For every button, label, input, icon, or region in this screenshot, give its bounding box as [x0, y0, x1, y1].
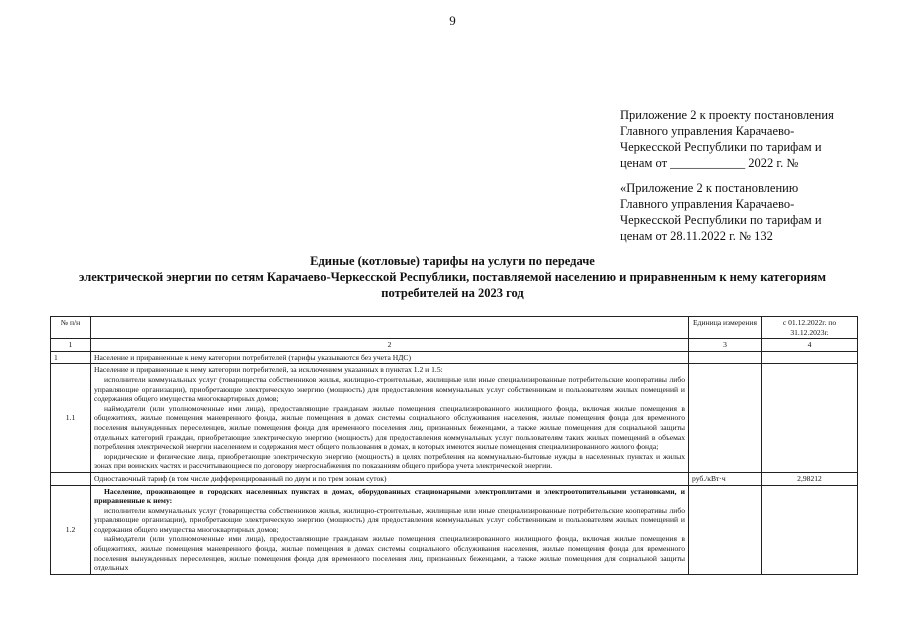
col-number: 4 [762, 339, 858, 352]
row-paragraph: Население и приравненные к нему категории потребителей, за исключением указанных в пунктах 1.2 и 1.5: [94, 365, 443, 375]
header-num: № п/н [51, 317, 91, 339]
appendix-ref-line: «Приложение 2 к постановлению [620, 181, 799, 195]
table-row [51, 472, 858, 485]
row-text [91, 485, 689, 574]
row-num: 1 [51, 351, 91, 364]
row-unit [689, 351, 762, 364]
appendix-draft-line: Приложение 2 к проекту постановления [620, 108, 834, 122]
title-line: электрической энергии по сетям Карачаево-Черкесской Республики, поставляемой населению и приравненным к нему категориям [79, 270, 826, 284]
row-value [762, 351, 858, 364]
row-paragraph: юридические и физические лица, приобретающие электрическую энергию (мощность) в целях потребления на коммунально-бытовые нужды в населенных пунктах и жилых зонах при воинских частях и рассчитывающиеся по договору энергоснабжения по показаниям общего прибора учета электрической энергии. [94, 451, 685, 471]
tariff-table [50, 316, 858, 575]
row-value [762, 364, 858, 473]
appendix-draft-line: ценам от ____________ 2022 г. № [620, 156, 799, 170]
tariff-value: 2,98212 [762, 472, 858, 485]
row-paragraph: исполнители коммунальных услуг (товарищества собственников жилья, жилищно-строительные, жилищные или иные специализированные потребительские кооперативы либо управляющие организации), приобретающие электрическую энергию (мощность) для предоставления коммунальных услуг собственникам и пользователям жилых помещений и содержания общего имущества многоквартирных домов; [94, 374, 685, 404]
appendix-draft-line: Главного управления Карачаево- [620, 124, 795, 138]
header-period: с 01.12.2022г. по 31.12.2023г. [762, 317, 858, 339]
table-row [51, 364, 858, 473]
row-num [51, 472, 91, 485]
table-row [51, 485, 858, 574]
appendix-ref-line: ценам от 28.11.2022 г. № 132 [620, 229, 773, 243]
header-unit: Единица измерения [689, 317, 762, 339]
row-paragraph: наймодатели (или уполномоченные ими лица), предоставляющие гражданам жилые помещения специализированного жилищного фонда, включая жилые помещения в общежитиях, жилые помещения маневренного фонда, жилые помещения в домах системы социального обслуживания населения, жилые помещения фонда для временного поселения вынужденных переселенцев, жилые помещения фонда для временного поселения лиц, признанных беженцами, а также жилые помещения для социальной защиты отдельных [94, 534, 685, 573]
appendix-resolution-reference [620, 180, 848, 244]
row-value [762, 485, 858, 574]
col-number: 3 [689, 339, 762, 352]
table-header-row [51, 317, 858, 339]
row-text: Население и приравненные к нему категории потребителей (тарифы указываются без учета НДС) [91, 351, 689, 364]
appendix-draft-reference [620, 107, 848, 171]
row-unit [689, 485, 762, 574]
title-line: потребителей на 2023 год [381, 286, 524, 300]
table-row [51, 351, 858, 364]
tariff-unit: руб./кВт·ч [689, 472, 762, 485]
column-number-row [51, 339, 858, 352]
appendix-draft-line: Черкесской Республики по тарифам и [620, 140, 822, 154]
row-paragraph: исполнители коммунальных услуг (товарищества собственников жилья, жилищно-строительные, жилищные или иные специализированные потребительские кооперативы либо управляющие организации), приобретающие электрическую энергию (мощность) для предоставления коммунальных услуг собственникам и пользователям жилых помещений и содержания общего имущества многоквартирных домов; [94, 505, 685, 534]
appendix-ref-line: Главного управления Карачаево- [620, 197, 795, 211]
col-number: 1 [51, 339, 91, 352]
row-paragraph: Население, проживающее в городских населенных пунктах в домах, оборудованных стационарными электроплитами и электроотопительными установками, и приравненные к нему: [94, 486, 685, 506]
title-line: Единые (котловые) тарифы на услуги по передаче [310, 254, 595, 268]
row-paragraph: наймодатели (или уполномоченные ими лица), предоставляющие гражданам жилые помещения специализированного жилищного фонда, включая жилые помещения в общежитиях, жилые помещения маневренного фонда, жилые помещения в домах системы социального обслуживания населения, жилые помещения фонда для временного поселения вынужденных переселенцев, жилые помещения фонда для временного поселения лиц, признанных беженцами, а также жилые помещения для социальной защиты отдельных категорий граждан, приобретающие электрическую энергию (мощность) для предоставления коммунальных услуг пользователям таких жилых помещений в объемах потребления электрической энергии населением и содержания мест общего пользования в домах, в которых имеются жилые помещения специализированного жилого фонда; [94, 403, 685, 452]
page-number: 9 [449, 13, 456, 28]
row-num: 1.1 [51, 364, 91, 473]
document-title [0, 253, 905, 301]
appendix-ref-line: Черкесской Республики по тарифам и [620, 213, 822, 227]
col-number: 2 [91, 339, 689, 352]
row-num: 1.2 [51, 485, 91, 574]
header-description [91, 317, 689, 339]
tariff-label: Одноставочный тариф (в том числе дифференцированный по двум и по трем зонам суток) [91, 472, 689, 485]
row-unit [689, 364, 762, 473]
row-text [91, 364, 689, 473]
